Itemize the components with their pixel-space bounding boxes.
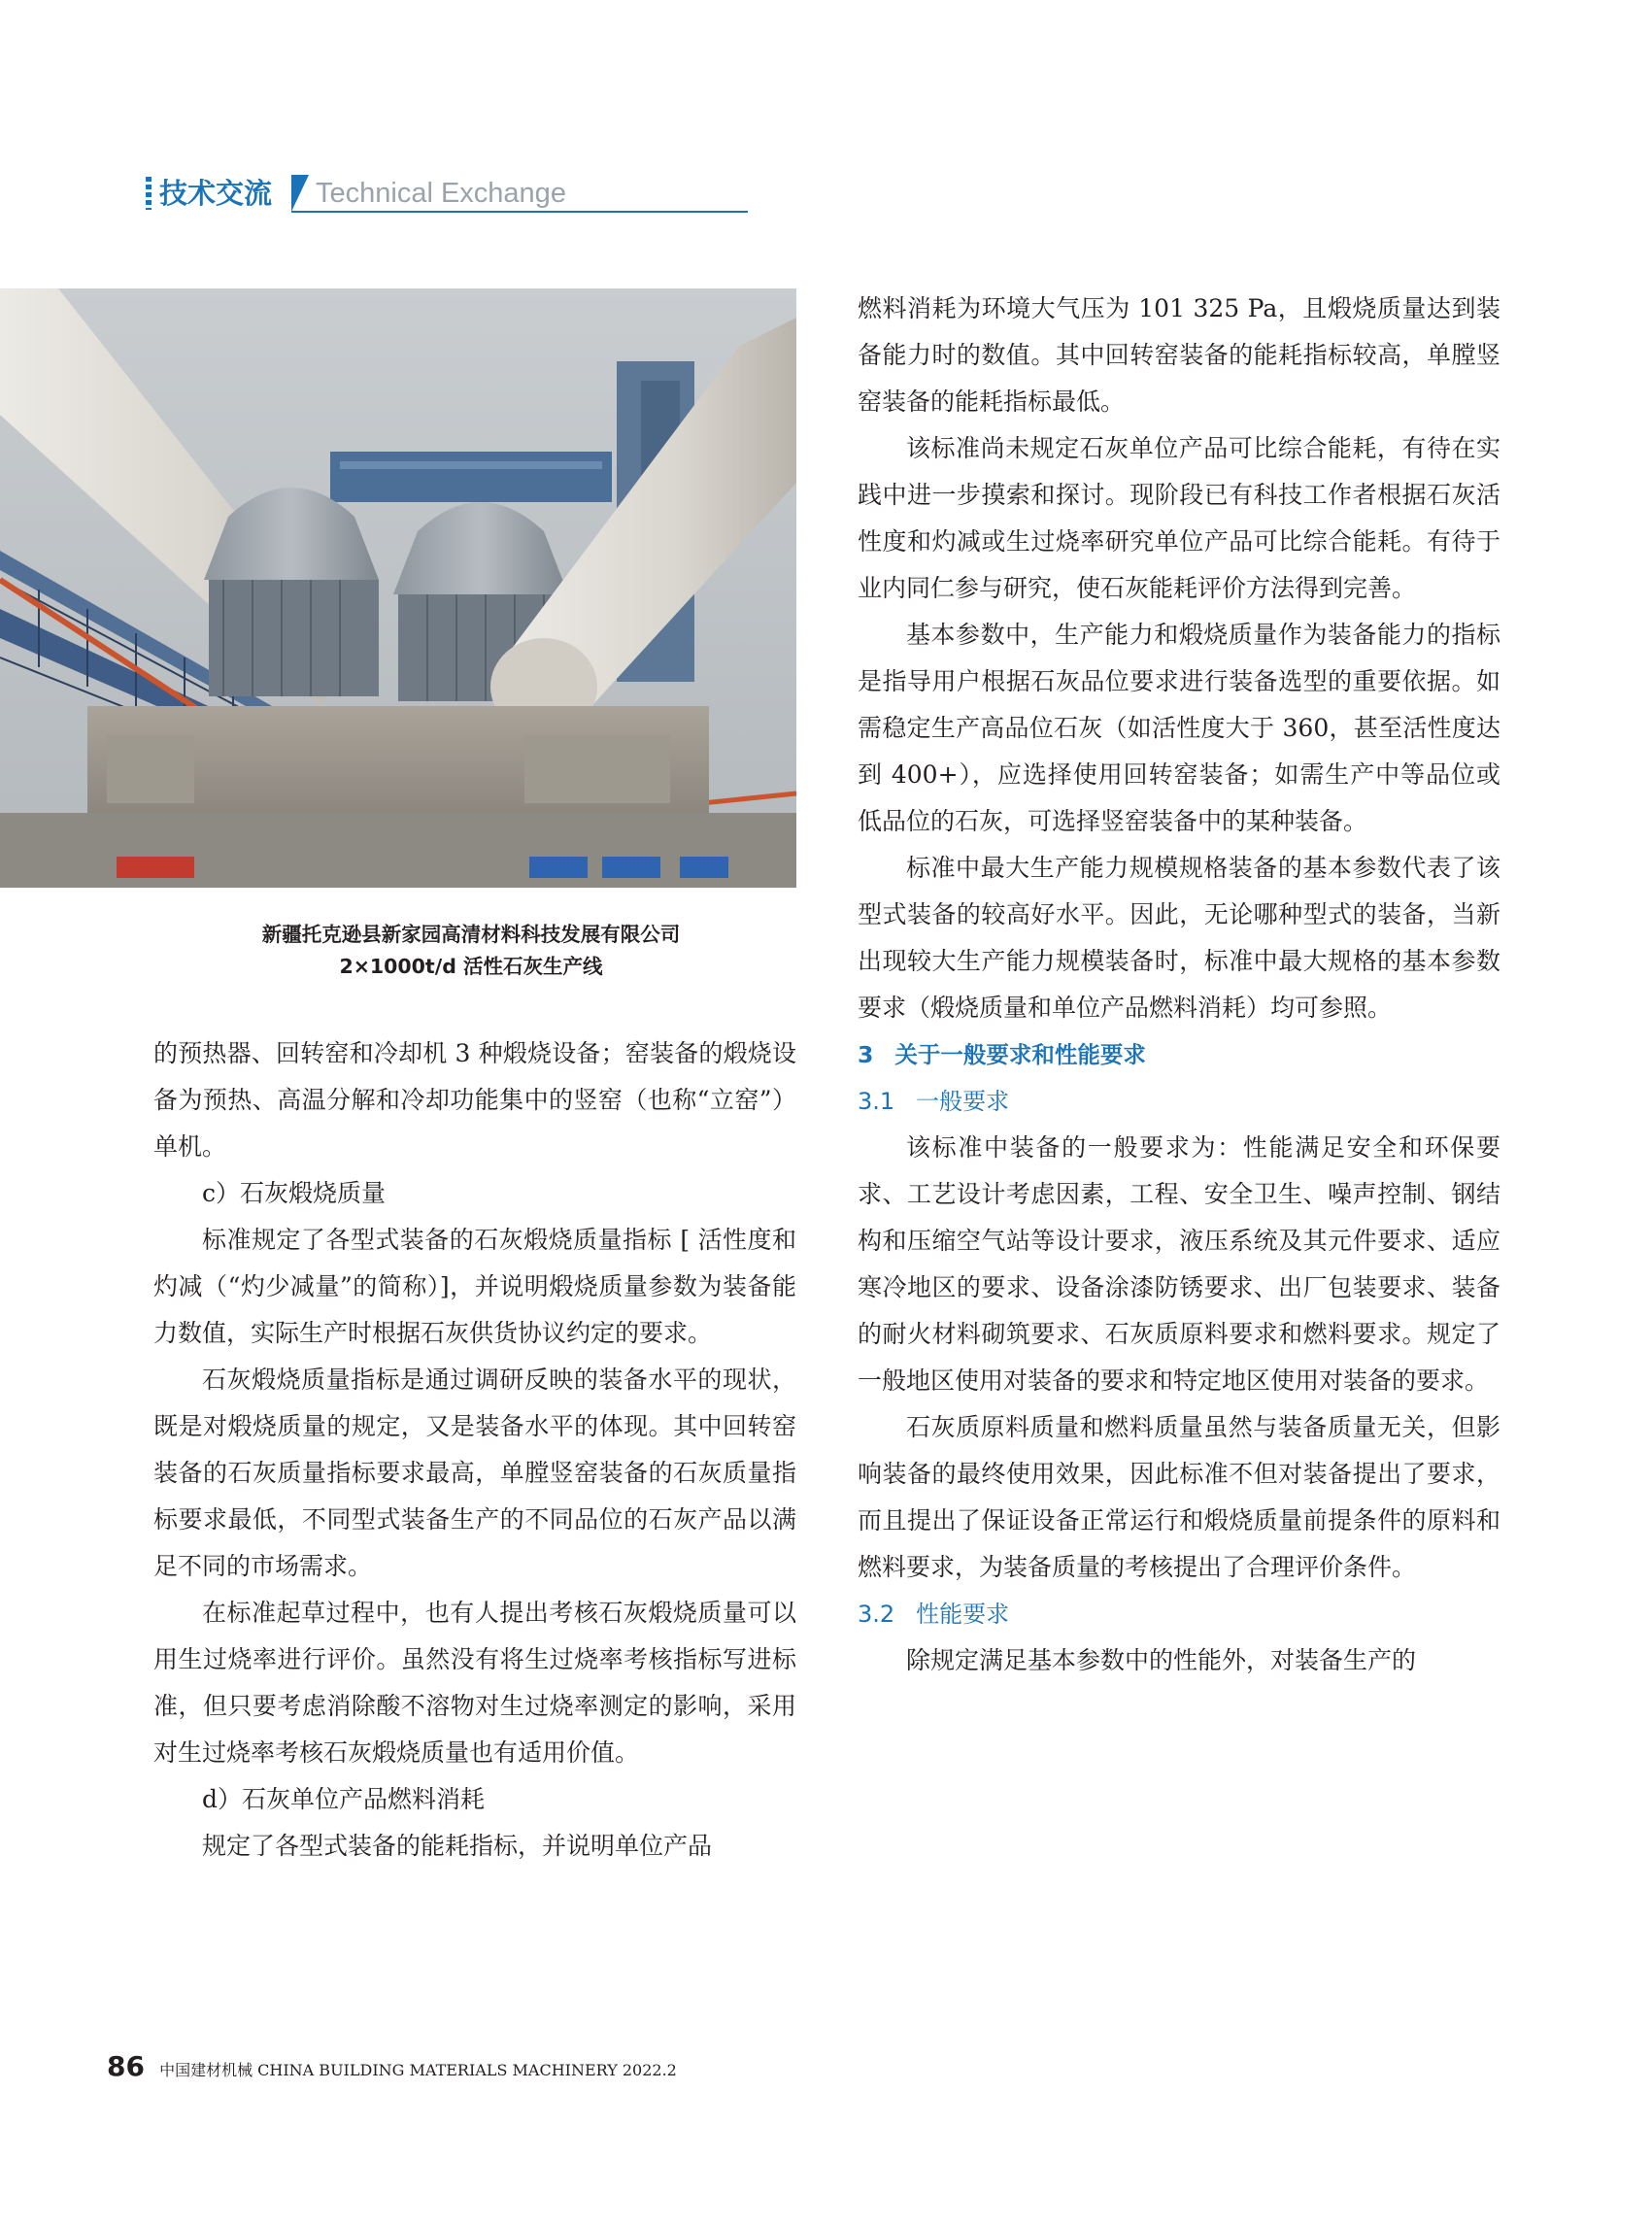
subheading-c: c）石灰煅烧质量	[202, 1179, 387, 1207]
section-header	[146, 175, 602, 216]
paragraph: 燃料消耗为环境大气压为 101 325 Pa，且煅烧质量达到装备能力时的数值。其中回转窑装备的能耗指标较高，单膛竖窑装备的能耗指标最低。	[858, 294, 1500, 416]
section-title: 一般要求	[916, 1088, 1010, 1115]
section-title: 关于一般要求和性能要求	[894, 1041, 1146, 1068]
header-stripe-bar	[146, 177, 152, 210]
subheading-d: d）石灰单位产品燃料消耗	[202, 1785, 486, 1813]
lime-plant-photo	[0, 288, 796, 888]
section-3-heading	[858, 1031, 1500, 1078]
left-column	[153, 1030, 796, 1870]
section-3-2-heading	[858, 1591, 1500, 1637]
caption-line-2: 2×1000t/d 活性石灰生产线	[339, 955, 603, 978]
section-title-en: Technical Exchange	[316, 178, 566, 209]
header-rule	[291, 211, 748, 213]
journal-name: 中国建材机械 CHINA BUILDING MATERIALS MACHINERY 2022.2	[159, 2061, 677, 2079]
paragraph: 在标准起草过程中，也有人提出考核石灰煅烧质量可以用生过烧率进行评价。虽然没有将生过烧率考核指标写进标准，但只要考虑消除酸不溶物对生过烧率测定的影响，采用对生过烧率考核石灰煅烧质量也有适用价值。	[153, 1599, 796, 1767]
section-3-1-heading	[858, 1078, 1500, 1125]
paragraph: 该标准中装备的一般要求为：性能满足安全和环保要求、工艺设计考虑因素，工程、安全卫生、噪声控制、钢结构和压缩空气站等设计要求，液压系统及其元件要求、适应寒冷地区的要求、设备涂漆防锈要求、出厂包装要求、装备的耐火材料砌筑要求、石灰质原料要求和燃料要求。规定了一般地区使用对装备的要求和特定地区使用对装备的要求。	[858, 1133, 1500, 1395]
section-number: 3.2	[858, 1601, 895, 1628]
paragraph: 石灰煅烧质量指标是通过调研反映的装备水平的现状，既是对煅烧质量的规定，又是装备水平的体现。其中回转窑装备的石灰质量指标要求最高，单膛竖窑装备的石灰质量指标要求最低，不同型式装备生产的不同品位的石灰产品以满足不同的市场需求。	[153, 1366, 796, 1580]
paragraph: 标准中最大生产能力规模规格装备的基本参数代表了该型式装备的较高好水平。因此，无论哪种型式的装备，当新出现较大生产能力规模装备时，标准中最大规格的基本参数要求（煅烧质量和单位产品燃料消耗）均可参照。	[858, 854, 1500, 1022]
section-title: 性能要求	[916, 1601, 1010, 1628]
paragraph: 规定了各型式装备的能耗指标，并说明单位产品	[202, 1832, 713, 1860]
section-title-cn: 技术交流	[159, 177, 273, 210]
section-number: 3	[858, 1041, 874, 1068]
paragraph: 除规定满足基本参数中的性能外，对装备生产的	[906, 1646, 1417, 1674]
paragraph: 该标准尚未规定石灰单位产品可比综合能耗，有待在实践中进一步摸索和探讨。现阶段已有科技工作者根据石灰活性度和灼减或生过烧率研究单位产品可比综合能耗。有待于业内同仁参与研究，使石灰能耗评价方法得到完善。	[858, 434, 1500, 602]
paragraph: 的预热器、回转窑和冷却机 3 种煅烧设备；窑装备的煅烧设备为预热、高温分解和冷却功能集中的竖窑（也称“立窑”）单机。	[153, 1039, 796, 1161]
header-triangle	[291, 175, 309, 212]
caption-line-1: 新疆托克逊县新家园高清材料科技发展有限公司	[261, 923, 681, 946]
paragraph: 石灰质原料质量和燃料质量虽然与装备质量无关，但影响装备的最终使用效果，因此标准不但对装备提出了要求，而且提出了保证设备正常运行和煅烧质量前提条件的原料和燃料要求，为装备质量的考核提出了合理评价条件。	[858, 1413, 1500, 1581]
page-number: 86	[107, 2050, 145, 2082]
paragraph: 标准规定了各型式装备的石灰煅烧质量指标 [ 活性度和灼减（“灼少减量”的简称）]，并说明煅烧质量参数为装备能力数值，实际生产时根据石灰供货协议约定的要求。	[153, 1226, 796, 1347]
section-number: 3.1	[858, 1088, 895, 1115]
photo-caption	[146, 919, 796, 983]
right-column	[858, 286, 1500, 1684]
paragraph: 基本参数中，生产能力和煅烧质量作为装备能力的指标是指导用户根据石灰品位要求进行装备选型的重要依据。如需稳定生产高品位石灰（如活性度大于 360，甚至活性度达到 400+），应选择使用回转窑装备；如需生产中等品位或低品位的石灰，可选择竖窑装备中的某种装备。	[858, 621, 1500, 835]
page-footer	[107, 2047, 677, 2086]
